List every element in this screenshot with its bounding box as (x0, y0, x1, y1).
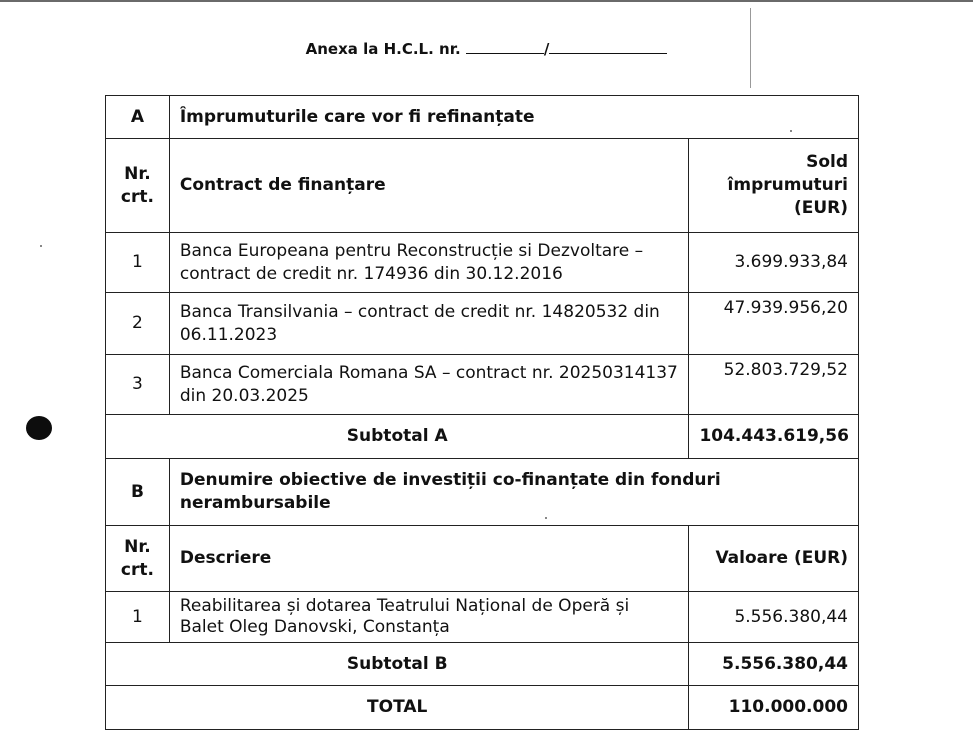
row-value: 47.939.956,20 (689, 293, 859, 355)
subtotal-a-value: 104.443.619,56 (689, 415, 859, 459)
section-b-letter: B (106, 459, 170, 526)
row-nr: 2 (106, 293, 170, 355)
scan-top-edge (0, 0, 973, 2)
table-row (106, 233, 859, 293)
col-contract: Contract de finanțare (169, 139, 689, 233)
table-row (106, 293, 859, 355)
section-b-column-headers (106, 526, 859, 592)
col-descriere: Descriere (169, 526, 689, 592)
section-a-header-row (106, 96, 859, 139)
row-nr: 1 (106, 233, 170, 293)
row-contract: Banca Europeana pentru Reconstrucție si Dezvoltare – contract de credit nr. 174936 din 30.12.2016 (169, 233, 689, 293)
title-separator: / (543, 40, 550, 58)
subtotal-b-label: Subtotal B (106, 643, 689, 686)
subtotal-b-value: 5.556.380,44 (689, 643, 859, 686)
row-contract: Banca Transilvania – contract de credit nr. 14820532 din 06.11.2023 (169, 293, 689, 355)
total-row (106, 686, 859, 730)
row-nr: 1 (106, 592, 170, 643)
document-title (0, 40, 973, 58)
row-contract: Banca Comerciala Romana SA – contract nr. 20250314137 din 20.03.2025 (169, 355, 689, 415)
col-nr-crt: Nr. crt. (106, 139, 170, 233)
section-a-letter: A (106, 96, 170, 139)
table-row (106, 355, 859, 415)
subtotal-a-label: Subtotal A (106, 415, 689, 459)
row-value: 5.556.380,44 (689, 592, 859, 643)
section-b-title: Denumire obiective de investiții co-finanțate din fonduri nerambursabile (169, 459, 858, 526)
col-valoare: Valoare (EUR) (689, 526, 859, 592)
row-nr: 3 (106, 355, 170, 415)
col-nr-crt: Nr. crt. (106, 526, 170, 592)
table-row (106, 592, 859, 643)
annex-table (105, 95, 859, 730)
punch-hole (26, 416, 52, 440)
section-a-column-headers (106, 139, 859, 233)
row-value: 52.803.729,52 (689, 355, 859, 415)
scan-speck (40, 245, 42, 247)
section-b-header-row (106, 459, 859, 526)
title-text: Anexa la H.C.L. nr. (305, 40, 461, 58)
col-sold: Sold împrumuturi (EUR) (689, 139, 859, 233)
section-a-title: Împrumuturile care vor fi refinanțate (169, 96, 858, 139)
row-descriere: Reabilitarea și dotarea Teatrului Național de Operă și Balet Oleg Danovski, Constanța (169, 592, 689, 643)
row-value: 3.699.933,84 (689, 233, 859, 293)
subtotal-b-row (106, 643, 859, 686)
total-value: 110.000.000 (689, 686, 859, 730)
decision-number-blank (466, 41, 544, 54)
decision-date-blank (549, 41, 667, 54)
total-label: TOTAL (106, 686, 689, 730)
subtotal-a-row (106, 415, 859, 459)
